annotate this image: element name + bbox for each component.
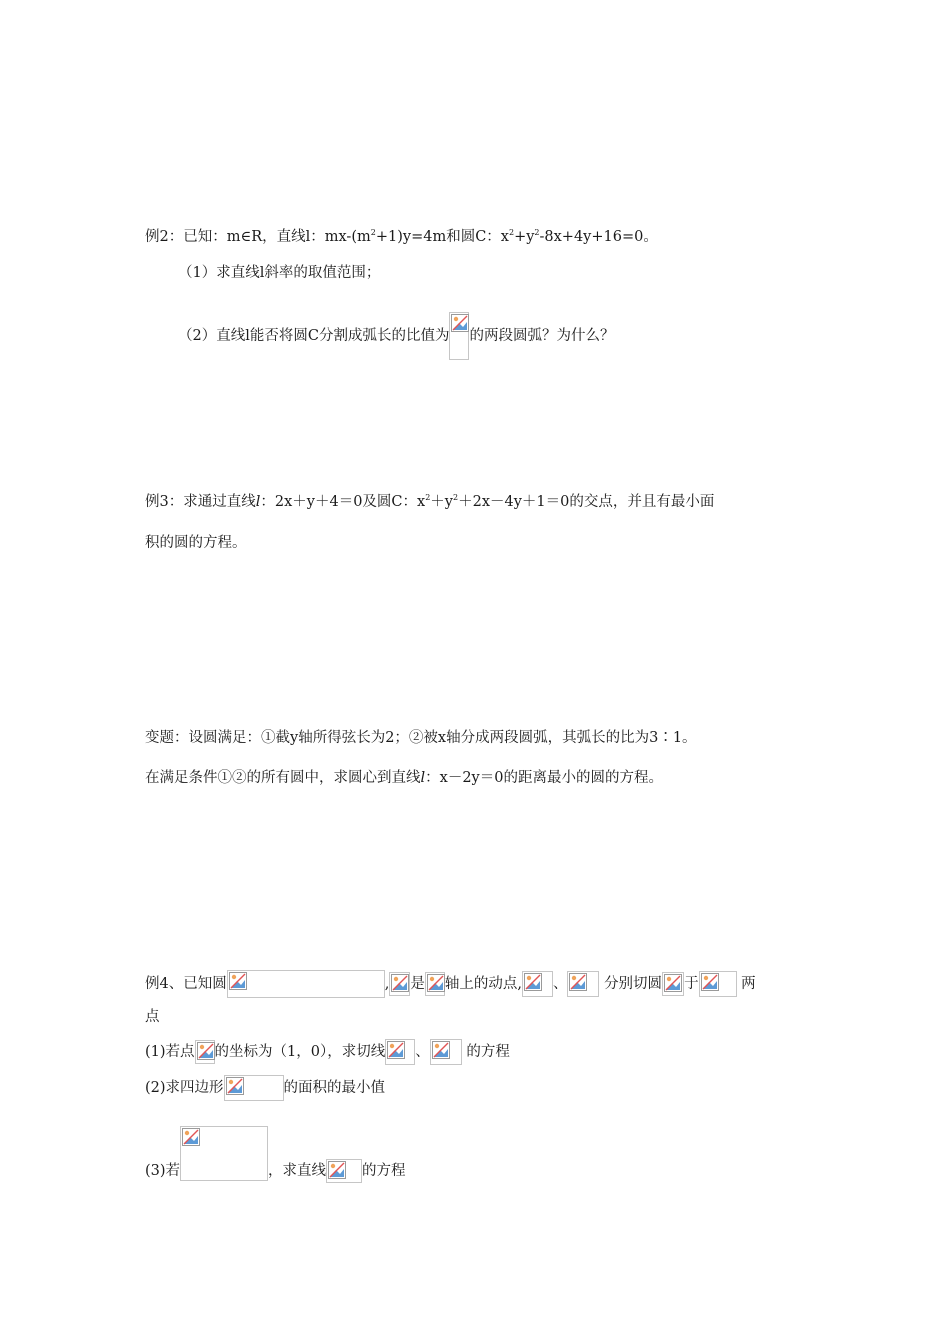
example-4-part-2: (2)求四边形 的面积的最小值	[145, 1075, 385, 1101]
broken-image-icon	[385, 1039, 415, 1065]
broken-image-icon	[699, 971, 737, 997]
example-2-question-1: （1）求直线l斜率的取值范围；	[178, 265, 381, 281]
example-4-statement-cont: 点	[145, 1009, 160, 1025]
broken-image-icon	[195, 1040, 215, 1064]
example-4-part-3: (3)若 ，求直线 的方程	[145, 1126, 406, 1183]
variant-line-1: 变题：设圆满足：①截y轴所得弦长为2；②被x轴分成两段圆弧，其弧长的比为3∶1。	[145, 730, 697, 746]
example-2-statement: 例2：已知：m∈R，直线l：$mx-(m^2+1)y=4m$和圆C：$x^2+y^2-8x+4y+16=0$。	[145, 228, 658, 245]
broken-image-icon	[180, 1126, 268, 1181]
broken-image-icon	[430, 1039, 462, 1065]
example-2-question-2: （2）直线l能否将圆C分割成弧长的比值为 的两段圆弧？为什么？	[178, 312, 614, 360]
broken-image-icon	[449, 312, 469, 360]
broken-image-icon	[326, 1159, 362, 1183]
broken-image-icon	[522, 971, 553, 997]
example-3-statement-cont: 积的圆的方程。	[145, 535, 247, 551]
example-4-part-1: (1)若点 的坐标为（1，0），求切线 、 的方程	[145, 1039, 510, 1065]
variant-line-2: 在满足条件①②的所有圆中，求圆心到直线l：x－2y＝0的距离最小的圆的方程。	[145, 770, 663, 786]
example-4-statement: 例4、已知圆 , 是 轴上的动点, 、 分别切圆 于 两	[145, 970, 756, 998]
broken-image-icon	[224, 1075, 284, 1101]
broken-image-icon	[227, 970, 385, 998]
broken-image-icon	[567, 971, 599, 997]
broken-image-icon	[662, 972, 684, 996]
broken-image-icon	[389, 972, 410, 996]
broken-image-icon	[425, 972, 445, 996]
example-3-statement: 例3：求通过直线l：2x＋y＋4＝0及圆C：$x^2+y^2+2x-4y+1=0$的交点，并且有最小面	[145, 493, 715, 510]
